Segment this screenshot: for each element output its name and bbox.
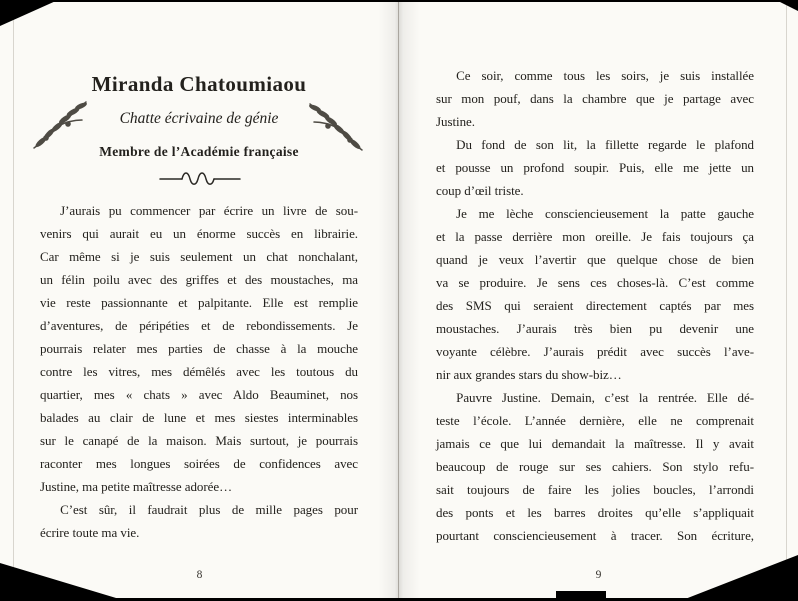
- text-line: un félin poilu avec des griffes et des moustaches, ma: [40, 272, 358, 287]
- text-line: quand je veux l’avertir que quelque chose de bien: [436, 252, 754, 267]
- text-line: écrire toute ma vie.: [40, 525, 140, 540]
- text-line: Ce soir, comme tous les soirs, je suis installée: [456, 68, 754, 83]
- text-line: moustaches. J’aurais très bien pu devenir une: [436, 321, 754, 336]
- text-line: des ponts et les barres droites qu’elle s’appliquait: [436, 505, 754, 520]
- paragraph: [436, 386, 754, 547]
- text-line: venirs qui aurait eu un énorme succès en librairie.: [40, 226, 358, 241]
- section-divider: [0, 169, 399, 187]
- paragraph: [436, 133, 754, 202]
- text-line: Du fond de son lit, la fillette regarde le plafond: [456, 137, 754, 152]
- text-line: nir aux grandes stars du show-biz…: [436, 367, 622, 382]
- text-line: pourrais relater mes parties de chasse à la mouche: [40, 341, 358, 356]
- right-page-body: [436, 64, 754, 547]
- text-line: beaucoup de rouge sur ses cahiers. Son stylo refu-: [436, 459, 754, 474]
- page-number: 8: [196, 569, 203, 581]
- text-line: J’aurais pu commencer par écrire un livre de sou-: [60, 203, 358, 218]
- text-line: vie reste passionnante et palpitante. Elle est remplie: [40, 295, 358, 310]
- text-line: Justine, ma petite maîtresse adorée…: [40, 479, 233, 494]
- text-line: pourtant consciencieusement à tracer. Son écriture,: [436, 528, 754, 543]
- text-line: et pousse un profond soupir. Puis, elle me jette un: [436, 160, 754, 175]
- text-line: Je me lèche consciencieusement la patte gauche: [456, 206, 754, 221]
- left-page-body: [40, 199, 358, 544]
- text-line: voyante célèbre. J’aurais prédit avec succès l’ave-: [436, 344, 754, 359]
- text-line: sur mon pouf, dans la chambre que je partage avec: [436, 91, 754, 106]
- right-page: [399, 0, 798, 601]
- text-line: C’est sûr, il faudrait plus de mille pages pour: [60, 502, 358, 517]
- character-name-title: Miranda Chatoumiaou: [91, 72, 307, 96]
- calligraphic-twist-icon: [158, 170, 242, 186]
- text-line: teste l’école. L’année dernière, elle ne comprenait: [436, 413, 754, 428]
- text-line: Pauvre Justine. Demain, c’est la rentrée. Elle dé-: [456, 390, 754, 405]
- text-line: quartier, mes « chats » avec Aldo Beauminet, nos: [40, 387, 358, 402]
- paragraph: [436, 64, 754, 133]
- paragraph: [436, 202, 754, 386]
- text-line: sait toujours de faire les jolies boucles, l’arrondi: [436, 482, 754, 497]
- text-line: Justine.: [436, 114, 475, 129]
- text-line: Car même si je suis seulement un chat nonchalant,: [40, 249, 358, 264]
- text-line: sur le canapé de la maison. Mais surtout, je pourrais: [40, 433, 358, 448]
- character-subtitle: Chatte écrivaine de génie: [119, 110, 279, 127]
- text-line: va se produire. Je sens ces choses-là. C’est comme: [436, 275, 754, 290]
- text-line: jamais ce que lui demandait la maîtresse. Il y avait: [436, 436, 754, 451]
- text-line: d’aventures, de péripéties et de rebondissements. Je: [40, 318, 358, 333]
- text-line: et la passe derrière mon oreille. Je fais toujours ça: [436, 229, 754, 244]
- text-line: coup d’œil triste.: [436, 183, 524, 198]
- text-line: raconter mes longues soirées de confidences avec: [40, 456, 358, 471]
- membership-line: Membre de l’Académie française: [99, 144, 299, 159]
- text-line: contre les vitres, mes démêlés avec les toutous du: [40, 364, 358, 379]
- text-line: des SMS qui seraient directement captés par mes: [436, 298, 754, 313]
- chapter-header: [42, 72, 356, 160]
- paragraph: [40, 199, 358, 498]
- paragraph: [40, 498, 358, 544]
- text-line: balades au clair de lune et mes siestes interminables: [40, 410, 358, 425]
- page-number: 9: [595, 569, 602, 581]
